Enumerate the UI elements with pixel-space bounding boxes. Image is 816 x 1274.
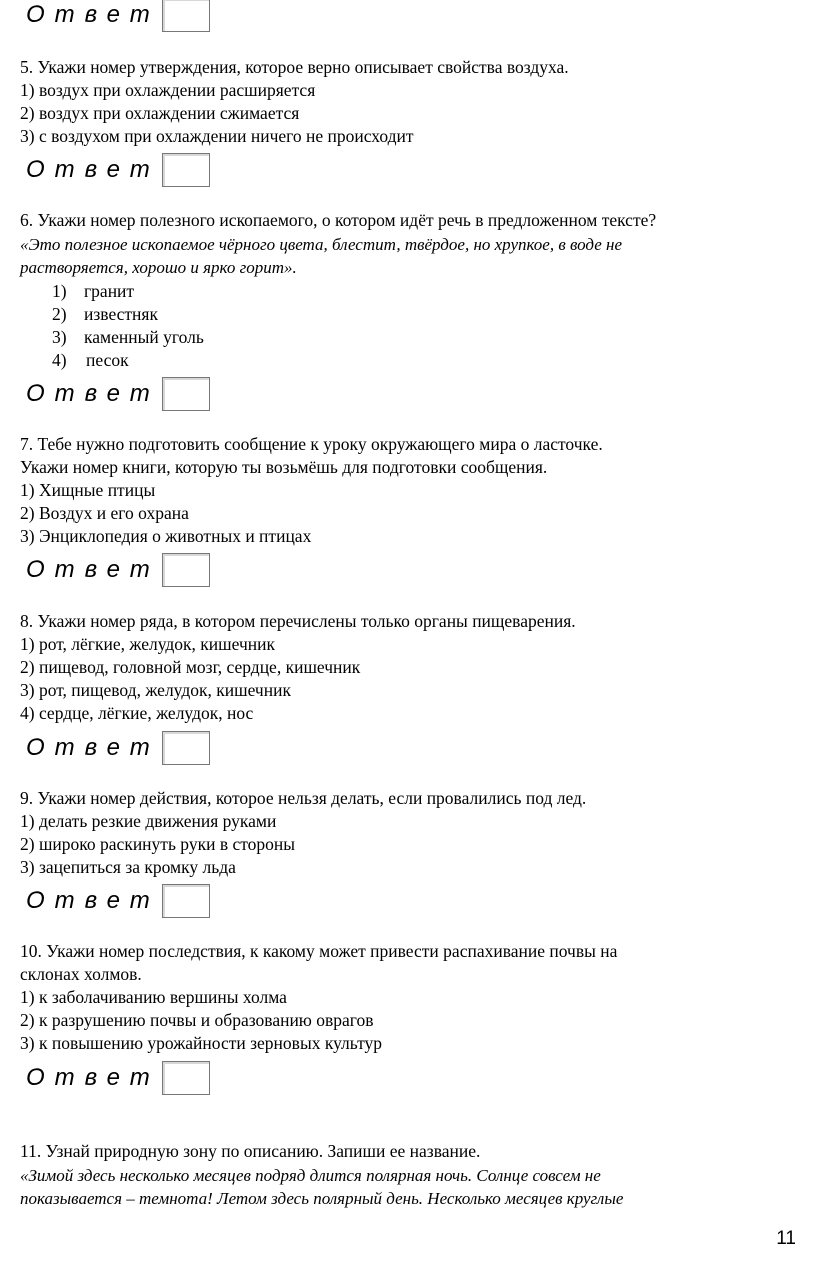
- question-6-option-3-text: каменный уголь: [84, 327, 204, 347]
- answer-box[interactable]: [162, 553, 210, 587]
- answer-box[interactable]: [162, 377, 210, 411]
- question-6-option-4-text: песок: [86, 350, 129, 370]
- question-7-option-2: 2) Воздух и его охрана: [20, 503, 189, 523]
- answer-row-q9: [26, 884, 210, 918]
- answer-box[interactable]: [162, 731, 210, 765]
- question-6-option-1-num: 1): [52, 281, 67, 301]
- question-6-option-3-num: 3): [52, 327, 67, 347]
- answer-row-q8: [26, 731, 210, 765]
- question-11-quote-line-1: «Зимой здесь несколько месяцев подряд длится полярная ночь. Солнце совсем не: [20, 1166, 601, 1185]
- question-8-option-4: 4) сердце, лёгкие, желудок, нос: [20, 703, 254, 723]
- question-8-option-2: 2) пищевод, головной мозг, сердце, кишечник: [20, 657, 361, 677]
- answer-label: Ответ: [26, 380, 160, 407]
- question-6-option-1-text: гранит: [84, 281, 135, 301]
- answer-label: Ответ: [26, 156, 160, 183]
- question-8-text: 8. Укажи номер ряда, в котором перечислены только органы пищеварения.: [20, 611, 576, 631]
- question-11-text: 11. Узнай природную зону по описанию. Запиши ее название.: [20, 1141, 481, 1161]
- question-11-quote-line-2: показывается – темнота! Летом здесь полярный день. Несколько месяцев круглые: [20, 1189, 624, 1208]
- question-7-option-1: 1) Хищные птицы: [20, 480, 156, 500]
- question-7-option-3: 3) Энциклопедия о животных и птицах: [20, 526, 312, 546]
- question-10-option-3: 3) к повышению урожайности зерновых культур: [20, 1033, 383, 1053]
- question-9-text: 9. Укажи номер действия, которое нельзя делать, если провалились под лед.: [20, 788, 587, 808]
- question-9-option-2: 2) широко раскинуть руки в стороны: [20, 834, 296, 854]
- answer-box[interactable]: [162, 884, 210, 918]
- question-7-text-line-2: Укажи номер книги, которую ты возьмёшь для подготовки сообщения.: [20, 457, 548, 477]
- answer-row-q5: [26, 153, 210, 187]
- answer-label: Ответ: [26, 1, 160, 28]
- question-9-option-1: 1) делать резкие движения руками: [20, 811, 277, 831]
- question-7-text-line-1: 7. Тебе нужно подготовить сообщение к уроку окружающего мира о ласточке.: [20, 434, 603, 454]
- answer-row-q7: [26, 553, 210, 587]
- answer-label: Ответ: [26, 1064, 160, 1091]
- answer-box[interactable]: [162, 1061, 210, 1095]
- question-6-text: 6. Укажи номер полезного ископаемого, о котором идёт речь в предложенном тексте?: [20, 210, 657, 230]
- question-6-option-2-num: 2): [52, 304, 67, 324]
- answer-box[interactable]: [162, 153, 210, 187]
- answer-box[interactable]: [162, 0, 210, 32]
- answer-label: Ответ: [26, 556, 160, 583]
- question-5-option-3: 3) с воздухом при охлаждении ничего не происходит: [20, 126, 414, 146]
- answer-row-q10: [26, 1061, 210, 1095]
- question-6-quote-line-1: «Это полезное ископаемое чёрного цвета, блестит, твёрдое, но хрупкое, в воде не: [20, 235, 622, 254]
- answer-label: Ответ: [26, 887, 160, 914]
- question-8-option-3: 3) рот, пищевод, желудок, кишечник: [20, 680, 291, 700]
- question-5-option-2: 2) воздух при охлаждении сжимается: [20, 103, 300, 123]
- question-10-option-2: 2) к разрушению почвы и образованию оврагов: [20, 1010, 374, 1030]
- question-6-quote-line-2: растворяется, хорошо и ярко горит».: [20, 258, 297, 277]
- page-number: 11: [776, 1228, 796, 1249]
- question-10-text-line-2: склонах холмов.: [20, 964, 142, 984]
- question-6-option-4-num: 4): [52, 350, 67, 370]
- question-9-option-3: 3) зацепиться за кромку льда: [20, 857, 236, 877]
- question-8-option-1: 1) рот, лёгкие, желудок, кишечник: [20, 634, 275, 654]
- question-5-option-1: 1) воздух при охлаждении расширяется: [20, 80, 316, 100]
- answer-label: Ответ: [26, 734, 160, 761]
- question-6-option-2-text: известняк: [84, 304, 158, 324]
- answer-row-q4: [26, 0, 210, 32]
- answer-row-q6: [26, 377, 210, 411]
- question-10-option-1: 1) к заболачиванию вершины холма: [20, 987, 287, 1007]
- question-10-text-line-1: 10. Укажи номер последствия, к какому может привести распахивание почвы на: [20, 941, 618, 961]
- question-5-text: 5. Укажи номер утверждения, которое верно описывает свойства воздуха.: [20, 57, 569, 77]
